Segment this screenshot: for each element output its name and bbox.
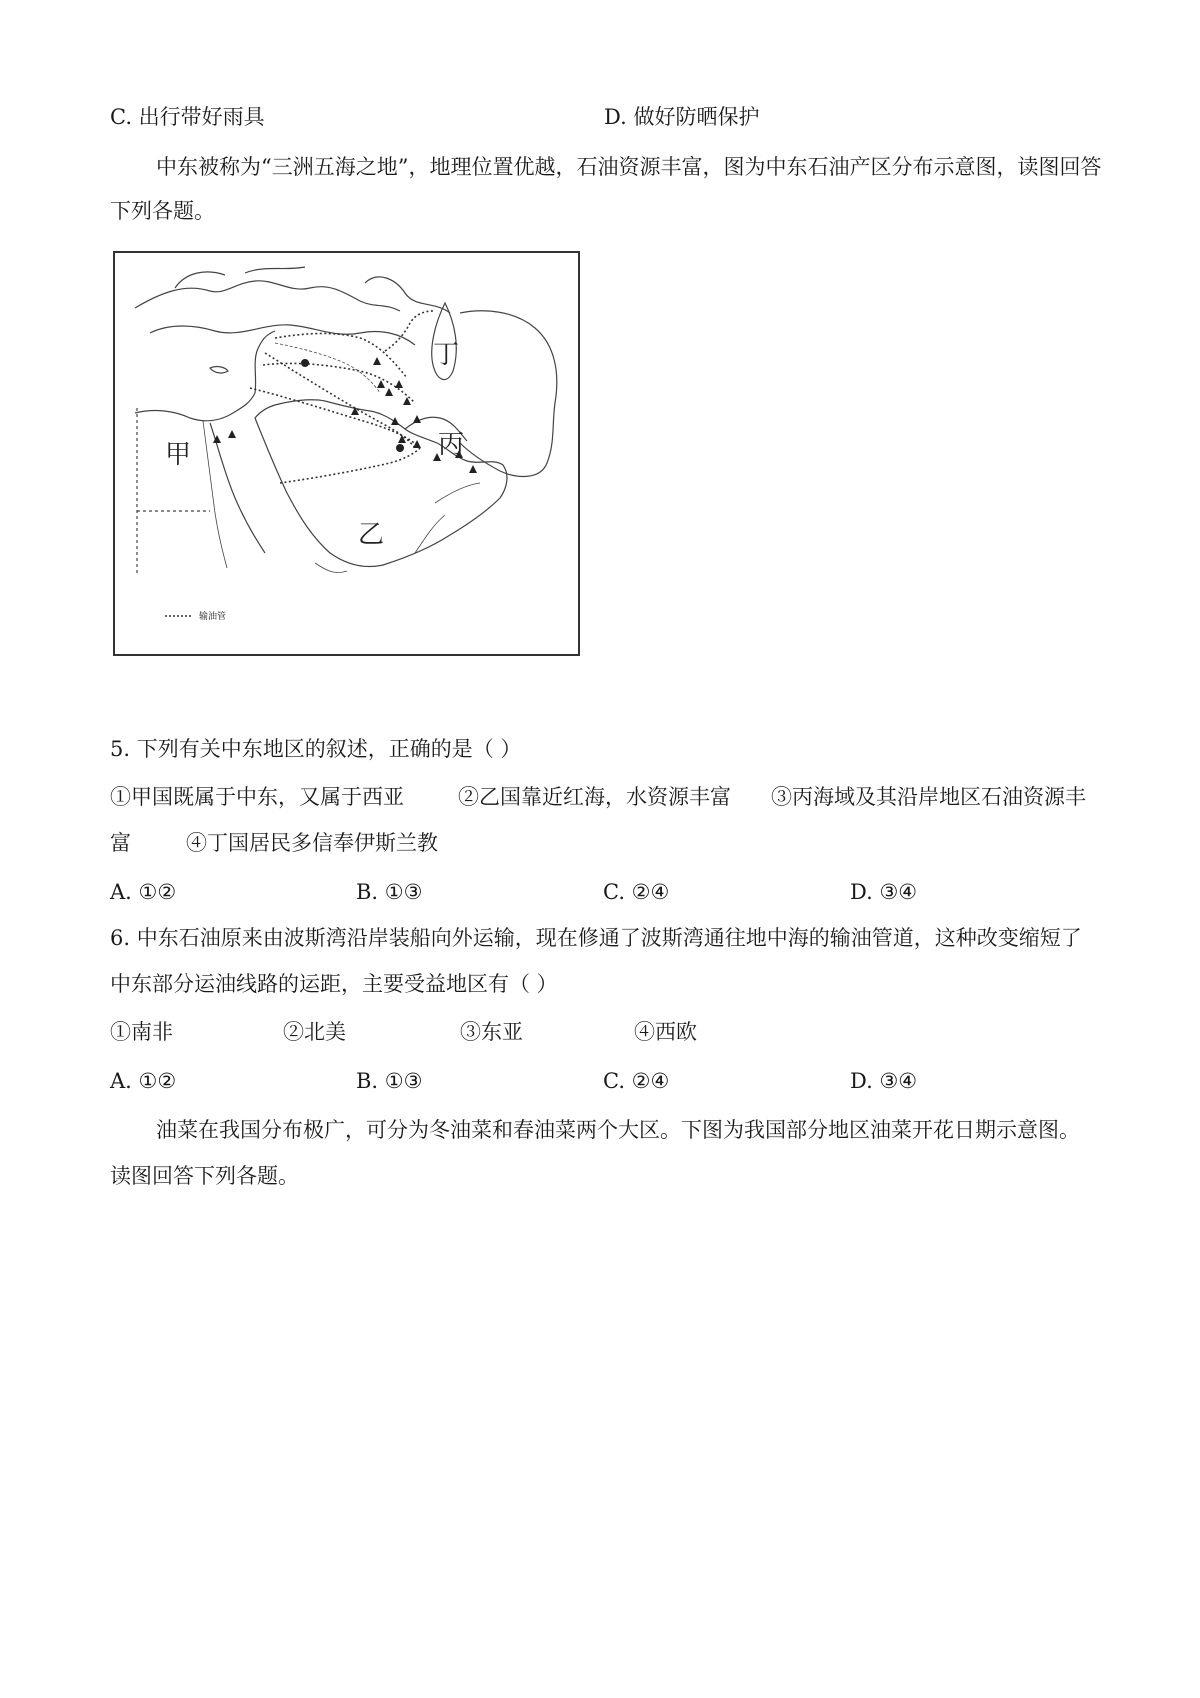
q6-option-a[interactable]: A. ①② <box>110 1069 177 1093</box>
q5-statement-2: ②乙国靠近红海，水资源丰富 <box>458 785 731 809</box>
turkey-coast <box>150 325 415 345</box>
ding-outline <box>460 311 557 477</box>
prev-option-d: D. 做好防晒保护 <box>604 105 760 129</box>
q5-option-a[interactable]: A. ①② <box>110 880 177 904</box>
oil-field-marker <box>373 357 381 365</box>
q6-statement-3: ③东亚 <box>460 1020 523 1044</box>
middle-east-oil-map <box>113 251 580 656</box>
label-bing: 丙 <box>438 430 465 460</box>
q5-statement-4: ④丁国居民多信奉伊斯兰教 <box>186 831 438 855</box>
q5-option-d[interactable]: D. ③④ <box>850 880 918 904</box>
intro1-line1: 中东被称为“三洲五海之地”，地理位置优越，石油资源丰富，图为中东石油产区分布示意图，读图回答 <box>156 155 1102 179</box>
label-jia: 甲 <box>165 440 192 470</box>
oil-field-marker <box>413 415 421 423</box>
north-africa-coast <box>135 393 255 421</box>
legend-pipeline-label: 输油管 <box>199 612 227 622</box>
label-ding: 丁 <box>433 340 460 370</box>
terminal-marker <box>396 444 404 452</box>
q6-statement-4: ④西欧 <box>634 1020 697 1044</box>
q6-statement-1: ①南非 <box>110 1020 173 1044</box>
map-legend <box>165 610 226 622</box>
q6-option-d[interactable]: D. ③④ <box>850 1069 918 1093</box>
oil-field-marker <box>469 465 477 473</box>
q5-statement-1: ①甲国既属于中东，又属于西亚 <box>110 785 404 809</box>
prev-option-c: C. 出行带好雨具 <box>110 105 265 129</box>
q6-option-c[interactable]: C. ②④ <box>603 1069 670 1093</box>
oil-field-marker <box>228 430 236 438</box>
q5-stem: 5. 下列有关中东地区的叙述，正确的是（ ） <box>110 737 522 761</box>
cyprus <box>210 367 228 373</box>
terminal-marker <box>301 359 309 367</box>
oil-field-marker <box>398 435 406 443</box>
oil-field-marker <box>377 380 385 388</box>
q6-stem-line2: 中东部分运油线路的运距，主要受益地区有（ ） <box>110 972 558 996</box>
pipelines <box>250 311 433 483</box>
oil-field-marker <box>391 417 399 425</box>
nile-river <box>203 421 227 568</box>
intro1-line2: 下列各题。 <box>110 199 215 223</box>
oil-field-marker <box>395 380 403 388</box>
label-yi: 乙 <box>358 520 385 550</box>
intro2-line1: 油菜在我国分布极广，可分为冬油菜和春油菜两个大区。下图为我国部分地区油菜开花日期示意图。 <box>156 1118 1080 1142</box>
q6-option-b[interactable]: B. ①③ <box>356 1069 423 1093</box>
black-sea-coast <box>365 277 450 313</box>
q6-statement-2: ②北美 <box>283 1020 346 1044</box>
intro2-line2: 读图回答下列各题。 <box>110 1164 299 1188</box>
q5-option-c[interactable]: C. ②④ <box>603 880 670 904</box>
levant-coast <box>255 331 275 393</box>
map-svg <box>115 253 578 654</box>
oil-field-marker <box>385 388 393 396</box>
europe-coast <box>135 281 400 311</box>
oil-field-marker <box>413 440 421 448</box>
q6-stem-line1: 6. 中东石油原来由波斯湾沿岸装船向外运输，现在修通了波斯湾通往地中海的输油管道，这种改变缩短了 <box>110 926 1082 950</box>
q5-option-b[interactable]: B. ①③ <box>356 880 423 904</box>
q5-statement-3b: 富 <box>110 831 131 855</box>
q5-statement-3a: ③丙海域及其沿岸地区石油资源丰 <box>771 785 1086 809</box>
